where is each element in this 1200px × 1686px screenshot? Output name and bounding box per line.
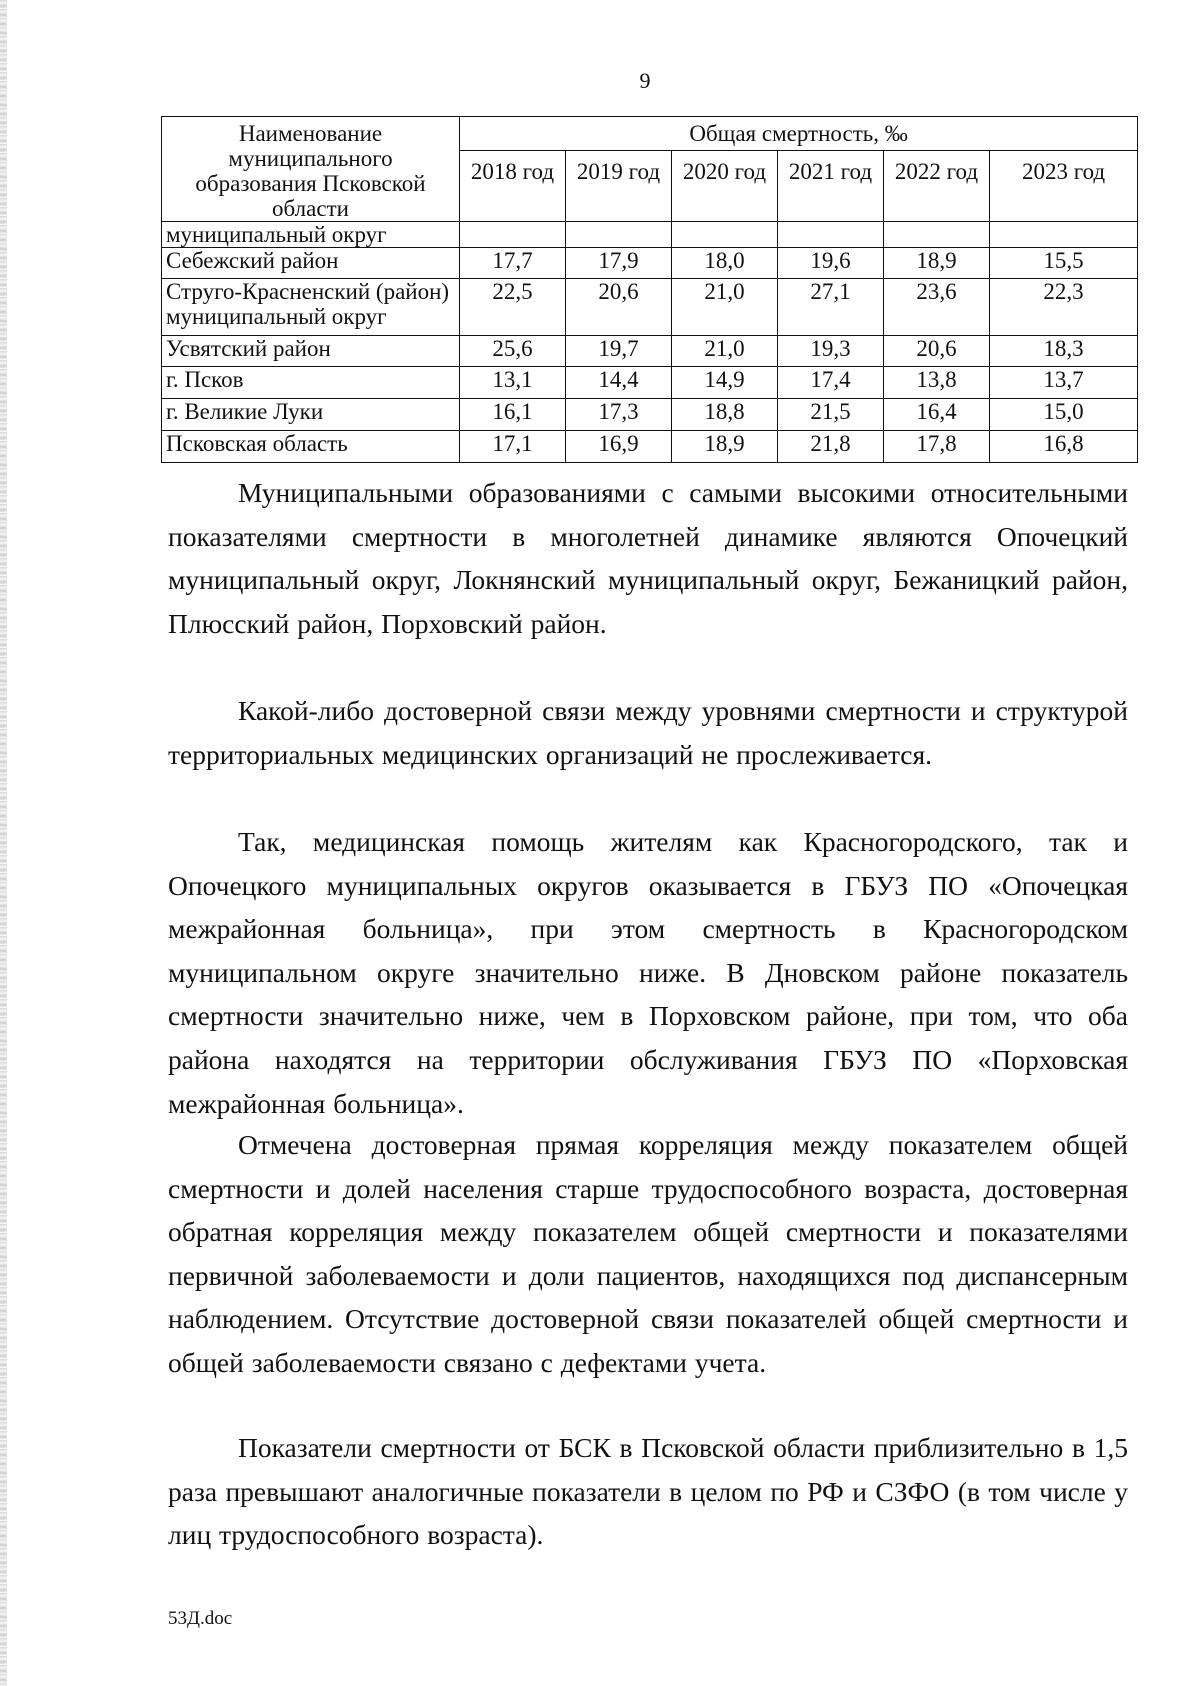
table-row: [162, 336, 1138, 367]
mortality-value: 18,0: [672, 248, 778, 279]
mortality-table: [161, 116, 1138, 463]
table-row: [162, 248, 1138, 279]
table-row: [162, 222, 1138, 248]
mortality-value: 16,4: [884, 399, 990, 431]
paragraph-hospital-example: Так, медицинская помощь жителям как Красногородского, так и Опочецкого муниципальных округов оказывается в ГБУЗ ПО «Опочецкая межрайонная больница», при этом смертность в Красногородском муниципальном округе значительно ниже. В Дновском районе показатель смертности значительно ниже, чем в Порховском районе, при том, что оба района находятся на территории обслуживания ГБУЗ ПО «Порховская межрайонная больница».: [168, 826, 1128, 1119]
mortality-value: 16,1: [460, 399, 566, 431]
mortality-value: 18,9: [884, 248, 990, 279]
year-header: 2019 год: [566, 150, 672, 221]
mortality-value: 19,6: [778, 248, 884, 279]
municipality-name: муниципальный округ: [162, 222, 460, 248]
mortality-value: 13,1: [460, 367, 566, 399]
year-header: 2018 год: [460, 150, 566, 221]
year-header: 2020 год: [672, 150, 778, 221]
mortality-value: 17,1: [460, 431, 566, 463]
paragraph-high-mortality-municipalities: Муниципальными образованиями с самыми высокими относительными показателями смертности в многолетней динамике являются Опочецкий муниципальный округ, Локнянский муниципальный округ, Бежаницкий район, Плюсский район, Порховский район.: [168, 477, 1128, 639]
table-row-total: [162, 431, 1138, 463]
year-header: 2021 год: [778, 150, 884, 221]
scan-edge: [0, 0, 7, 1686]
year-header: 2022 год: [884, 150, 990, 221]
municipality-name: Псковская область: [162, 431, 460, 463]
mortality-value: [990, 222, 1138, 248]
mortality-value: [778, 222, 884, 248]
name-column-header: Наименование муниципального образования Псковской области: [162, 117, 460, 222]
mortality-value: 22,5: [460, 279, 566, 336]
mortality-value: 21,0: [672, 336, 778, 367]
mortality-value: 16,9: [566, 431, 672, 463]
municipality-name: Себежский район: [162, 248, 460, 279]
table-row: [162, 367, 1138, 399]
mortality-value: 21,0: [672, 279, 778, 336]
table-row: [162, 279, 1138, 336]
mortality-value: 17,7: [460, 248, 566, 279]
mortality-value: 21,8: [778, 431, 884, 463]
mortality-value: 20,6: [566, 279, 672, 336]
mortality-value: 18,9: [672, 431, 778, 463]
mortality-value: 15,0: [990, 399, 1138, 431]
mortality-value: 14,9: [672, 367, 778, 399]
mortality-value: [566, 222, 672, 248]
table-row: [162, 399, 1138, 431]
mortality-value: 18,3: [990, 336, 1138, 367]
mortality-value: 19,3: [778, 336, 884, 367]
document-filename: 53Д.doc: [168, 1608, 233, 1629]
mortality-value: [460, 222, 566, 248]
paragraph-circulatory-diseases: Показатели смертности от БСК в Псковской области приблизительно в 1,5 раза превышают аналогичные показатели в целом по РФ и СЗФО (в том числе у лиц трудоспособного возраста).: [168, 1432, 1128, 1551]
paragraph-no-link-structure: Какой-либо достоверной связи между уровнями смертности и структурой территориальных медицинских организаций не прослеживается.: [168, 695, 1128, 770]
paragraph-correlation: Отмечена достоверная прямая корреляция между показателем общей смертности и долей населения старше трудоспособного возраста, достоверная обратная корреляция между показателем общей смертности и показателями первичной заболеваемости и доли пациентов, находящихся под диспансерным наблюдением. Отсутствие достоверной связи показателей общей смертности и общей заболеваемости связано с дефектами учета.: [168, 1129, 1128, 1378]
mortality-value: 20,6: [884, 336, 990, 367]
mortality-value: 17,4: [778, 367, 884, 399]
mortality-value: 17,9: [566, 248, 672, 279]
municipality-name: г. Великие Луки: [162, 399, 460, 431]
mortality-value: 23,6: [884, 279, 990, 336]
municipality-name: Струго-Красненский (район) муниципальный округ: [162, 279, 460, 336]
mortality-value: 13,7: [990, 367, 1138, 399]
mortality-value: [672, 222, 778, 248]
page-number: 9: [639, 68, 651, 93]
mortality-value: 18,8: [672, 399, 778, 431]
mortality-group-header: Общая смертность, ‰: [460, 117, 1138, 151]
mortality-value: 19,7: [566, 336, 672, 367]
municipality-name: г. Псков: [162, 367, 460, 399]
mortality-value: 17,8: [884, 431, 990, 463]
mortality-value: [884, 222, 990, 248]
mortality-value: 27,1: [778, 279, 884, 336]
mortality-value: 25,6: [460, 336, 566, 367]
mortality-value: 16,8: [990, 431, 1138, 463]
mortality-value: 14,4: [566, 367, 672, 399]
year-header: 2023 год: [990, 150, 1138, 221]
mortality-value: 21,5: [778, 399, 884, 431]
mortality-value: 13,8: [884, 367, 990, 399]
mortality-value: 17,3: [566, 399, 672, 431]
mortality-value: 15,5: [990, 248, 1138, 279]
municipality-name: Усвятский район: [162, 336, 460, 367]
mortality-value: 22,3: [990, 279, 1138, 336]
